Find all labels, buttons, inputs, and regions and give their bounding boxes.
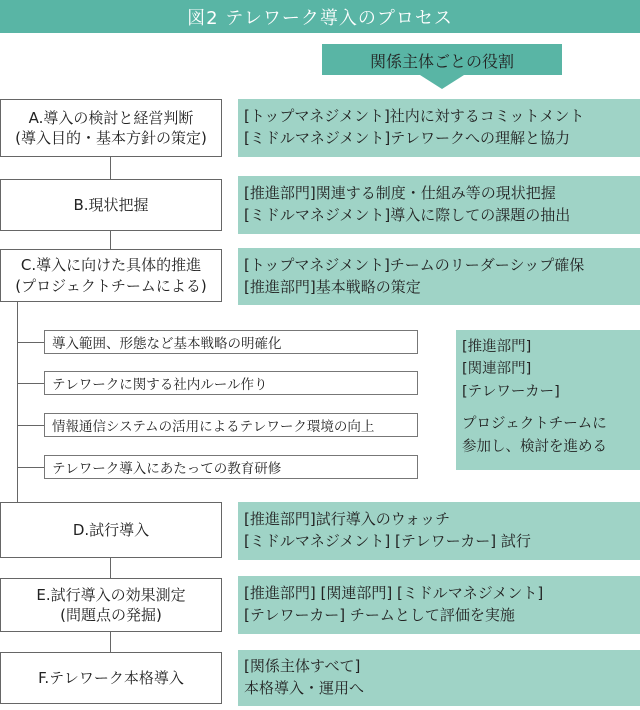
step-d-line1: D.試行導入 [72,520,150,539]
role-line: [関係主体すべて] [244,657,361,676]
step-b-roles [238,176,640,234]
team-member: [関連部門] [462,361,532,378]
step-a-line2: (導入目的・基本方針の策定) [15,129,207,147]
step-c-box [0,249,222,302]
step-e-line1: E.試行導入の効果測定 [36,585,186,604]
connector-d-e [110,558,111,578]
connector-b-c [110,231,111,249]
role-line: [ミドルマネジメント]テレワークへの理解と協力 [244,129,570,147]
role-line: [推進部門]関連する制度・仕組み等の現状把握 [244,184,556,203]
step-f-box [0,652,222,704]
branch-3 [17,425,44,426]
role-line: [推進部門]試行導入のウォッチ [244,510,451,529]
branch-4 [17,467,44,468]
substep-3: 情報通信システムの活用によるテレワーク環境の向上 [44,413,418,437]
step-a-line1: A.導入の検討と経営判断 [28,108,194,127]
step-e-line2: (問題点の発掘) [60,606,162,624]
step-d-box [0,502,222,558]
step-c-roles [238,248,640,305]
team-member: [推進部門] [462,339,532,355]
step-c-line2: (プロジェクトチームによる) [15,276,207,295]
branch-1 [17,342,44,343]
step-a-roles [238,99,640,157]
step-e-box [0,578,222,632]
role-line: [テレワーカー] チームとして評価を実施 [244,606,515,624]
connector-c-d [17,302,18,502]
role-line: [ミドルマネジメント]導入に際しての課題の抽出 [244,206,571,224]
step-e-roles [238,576,640,634]
role-header-label: 関係主体ごとの役割 [369,51,514,71]
step-b-line1: B.現状把握 [73,195,149,214]
team-member: [テレワーカー] [462,383,560,400]
substep-1: 導入範囲、形態など基本戦略の明確化 [44,330,418,354]
role-line: [トップマネジメント]チームのリーダーシップ確保 [244,255,585,274]
role-line: 本格導入・運用へ [244,679,365,697]
diagram-title: 図2 テレワーク導入のプロセス [0,0,640,33]
connector-e-f [110,632,111,652]
role-line: [ミドルマネジメント] [テレワーカー] 試行 [244,532,531,550]
project-team-box [456,330,640,470]
role-line: [推進部門] [関連部門] [ミドルマネジメント] [244,584,544,603]
step-a-box [0,99,222,157]
connector-a-b [110,157,111,179]
step-d-roles [238,502,640,560]
step-f-roles [238,650,640,706]
step-b-box [0,179,222,231]
substep-4: テレワーク導入にあたっての教育研修 [44,455,418,479]
role-header-arrow [322,44,562,90]
team-note-line1: プロジェクトチームに [462,416,607,433]
role-line: [トップマネジメント]社内に対するコミットメント [244,107,585,126]
substep-2: テレワークに関する社内ルール作り [44,371,418,395]
step-c-line1: C.導入に向けた具体的推進 [20,256,202,275]
step-f-line1: F.テレワーク本格導入 [38,668,184,687]
branch-2 [17,383,44,384]
team-note-line2: 参加し、検討を進める [462,438,607,455]
role-line: [推進部門]基本戦略の策定 [244,277,421,296]
